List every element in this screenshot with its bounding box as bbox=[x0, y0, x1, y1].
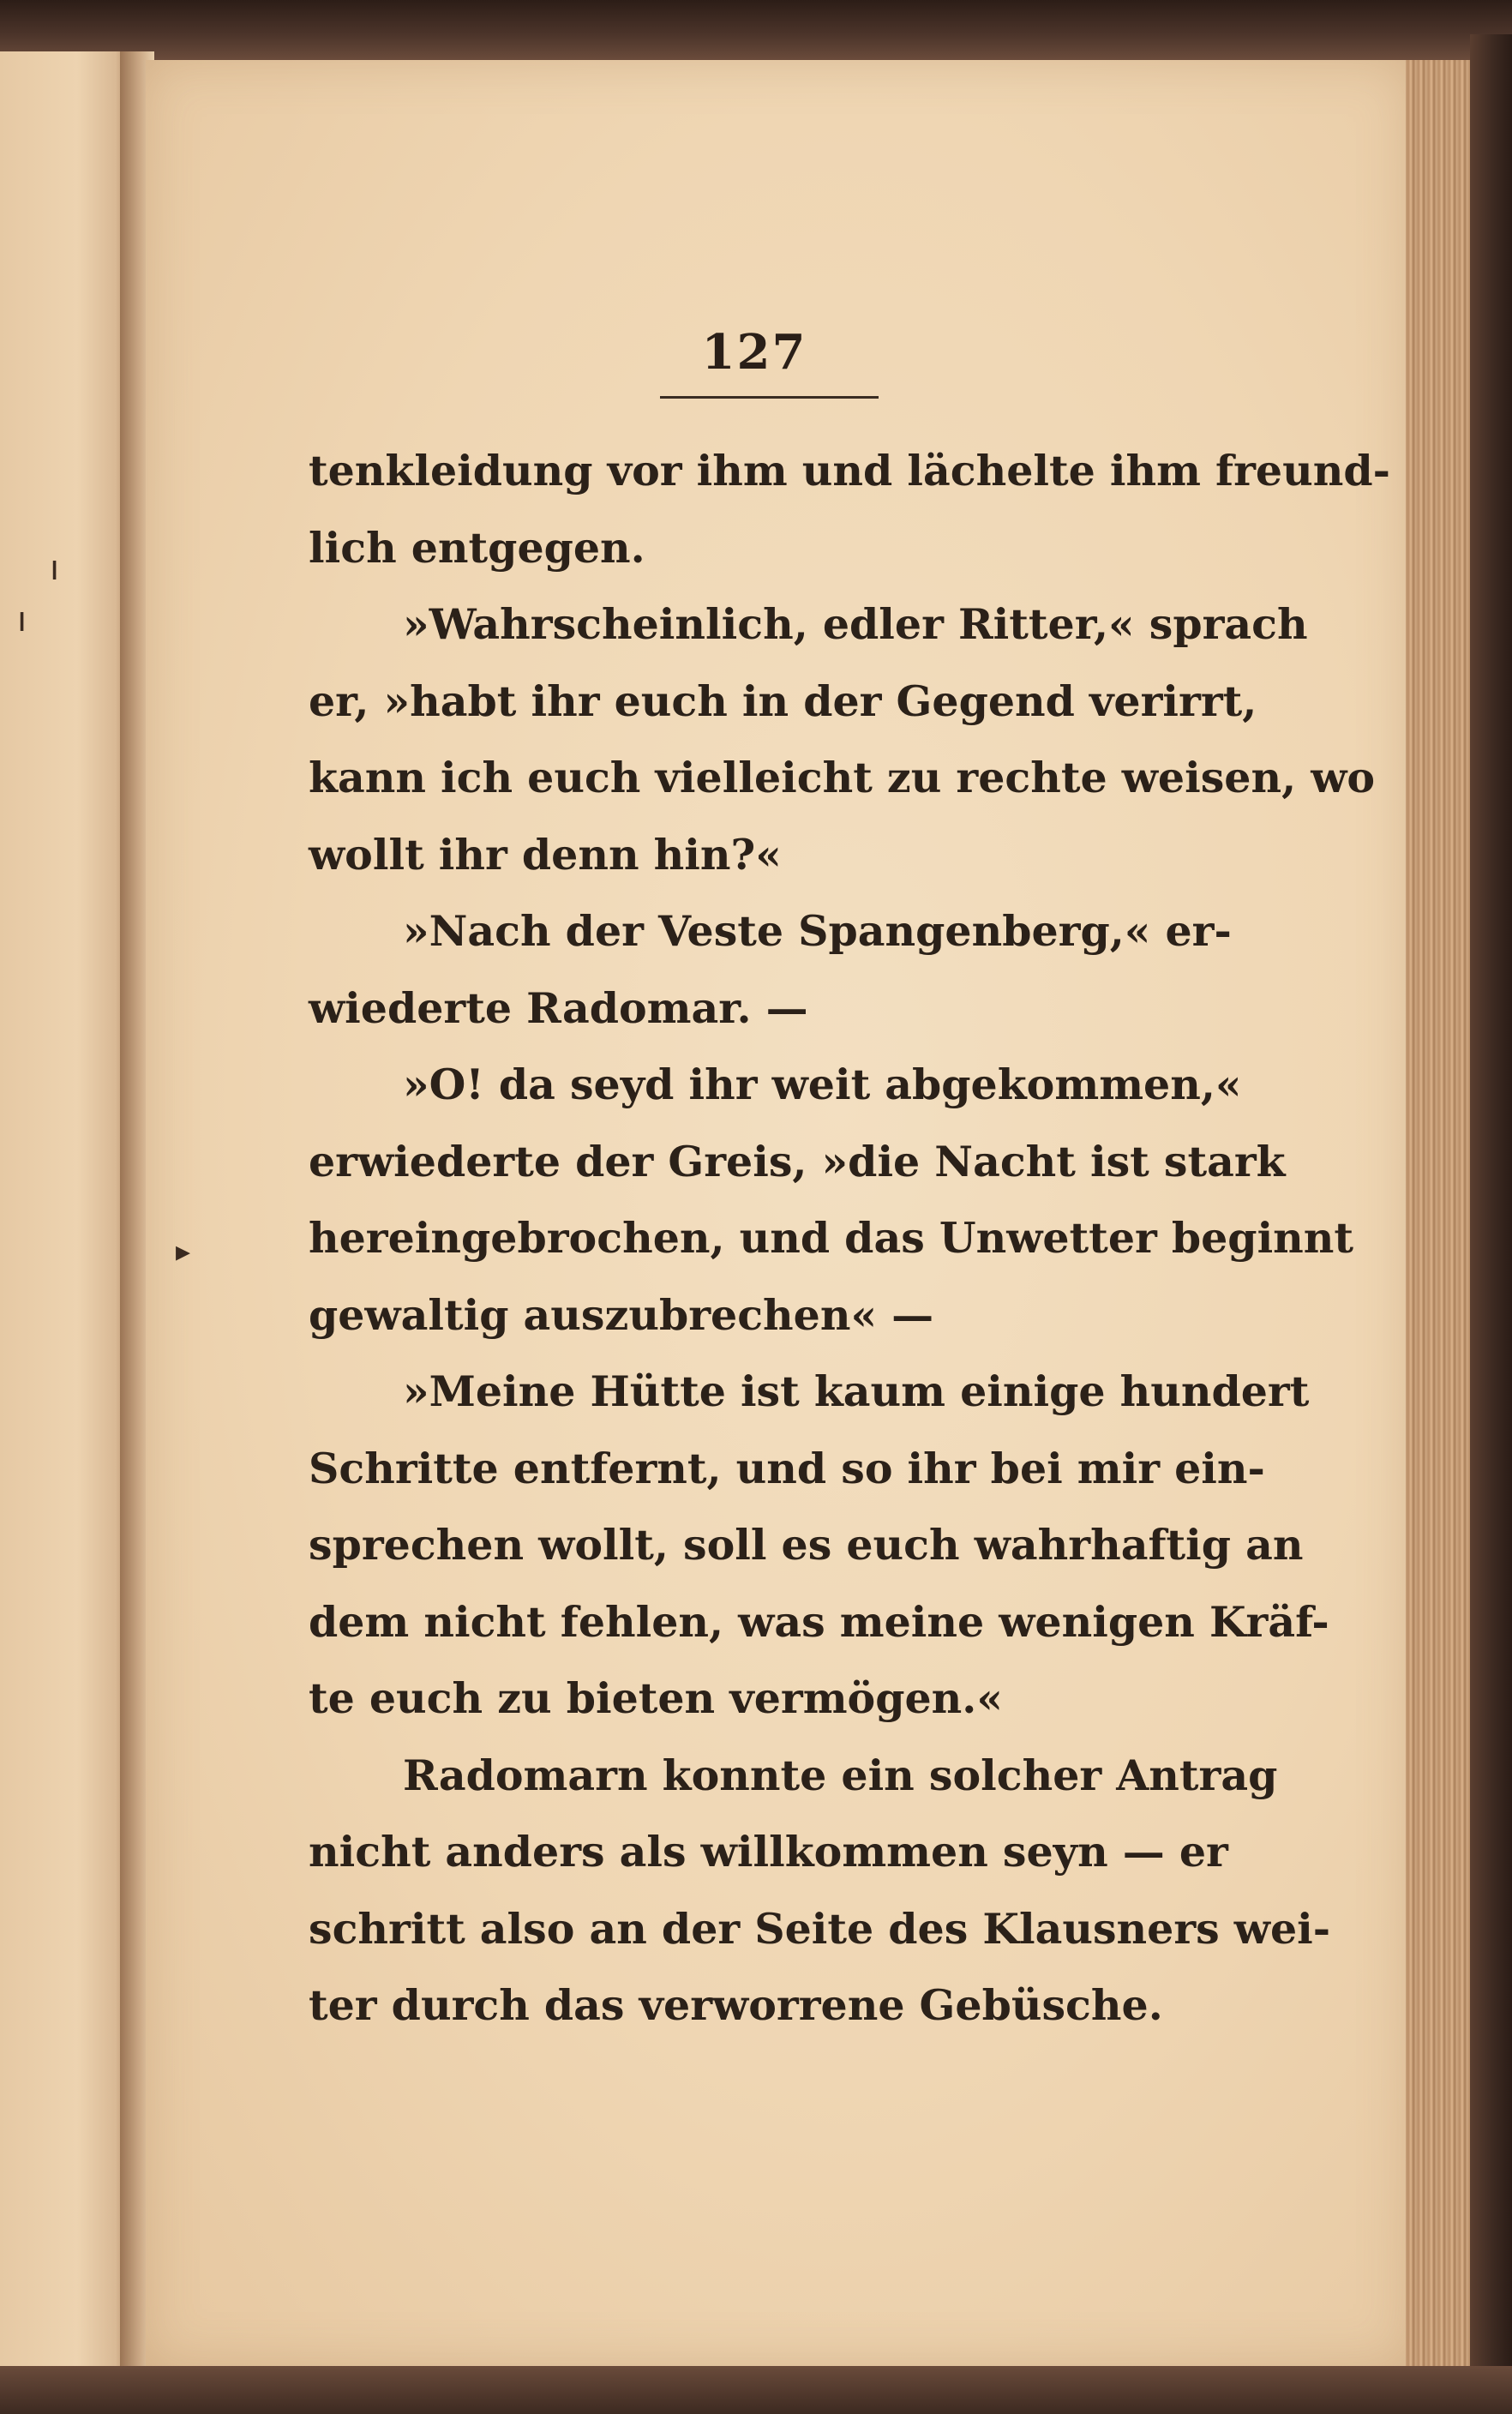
header-rule bbox=[660, 396, 879, 399]
text-line: »Meine Hütte ist kaum einige hundert bbox=[403, 1366, 1310, 1416]
margin-mark: ı bbox=[17, 600, 27, 640]
text-line: erwiederte der Greis, »die Nacht ist stark bbox=[309, 1136, 1286, 1186]
page-number: 127 bbox=[701, 324, 807, 381]
text-line: tenkleidung vor ihm und lächelte ihm freund- bbox=[309, 446, 1390, 495]
text-line: er, »habt ihr euch in der Gegend verirrt, bbox=[309, 676, 1257, 726]
top-binding bbox=[0, 0, 1512, 60]
text-line: kann ich euch vielleicht zu rechte weisen, wo bbox=[309, 753, 1376, 802]
cover-edge bbox=[1470, 34, 1512, 2414]
text-line: te euch zu bieten vermögen.« bbox=[309, 1673, 1003, 1723]
text-line: lich entgegen. bbox=[309, 522, 645, 573]
text-line: wollt ihr denn hin?« bbox=[309, 829, 782, 880]
bottom-binding bbox=[0, 2366, 1512, 2414]
margin-mark: ı bbox=[50, 549, 60, 588]
text-line: sprechen wollt, soll es euch wahrhaftig an bbox=[309, 1520, 1304, 1570]
text-line: Radomarn konnte ein solcher Antrag bbox=[403, 1750, 1278, 1800]
text-line: Schritte entfernt, und so ihr bei mir ein- bbox=[309, 1443, 1265, 1493]
page-text bbox=[309, 433, 1390, 2045]
margin-arrow-icon: ▸ bbox=[176, 1234, 191, 1269]
text-line: dem nicht fehlen, was meine wenigen Kräf- bbox=[309, 1596, 1329, 1647]
text-line: hereingebrochen, und das Unwetter beginnt bbox=[309, 1213, 1354, 1263]
page-fore-edge bbox=[1406, 60, 1474, 2366]
text-line: gewaltig auszubrechen« — bbox=[309, 1289, 934, 1340]
text-line: nicht anders als willkommen seyn — er bbox=[309, 1827, 1228, 1877]
text-line: »Nach der Veste Spangenberg,« er- bbox=[403, 906, 1232, 956]
text-line: »O! da seyd ihr weit abgekommen,« bbox=[403, 1060, 1242, 1109]
text-line: wiederte Radomar. — bbox=[309, 982, 808, 1033]
text-line: »Wahrscheinlich, edler Ritter,« sprach bbox=[403, 599, 1308, 649]
text-line: schritt also an der Seite des Klausners wei- bbox=[309, 1903, 1331, 1954]
text-line: ter durch das verworrene Gebüsche. bbox=[309, 1980, 1163, 2030]
left-page-edge bbox=[0, 51, 129, 2375]
